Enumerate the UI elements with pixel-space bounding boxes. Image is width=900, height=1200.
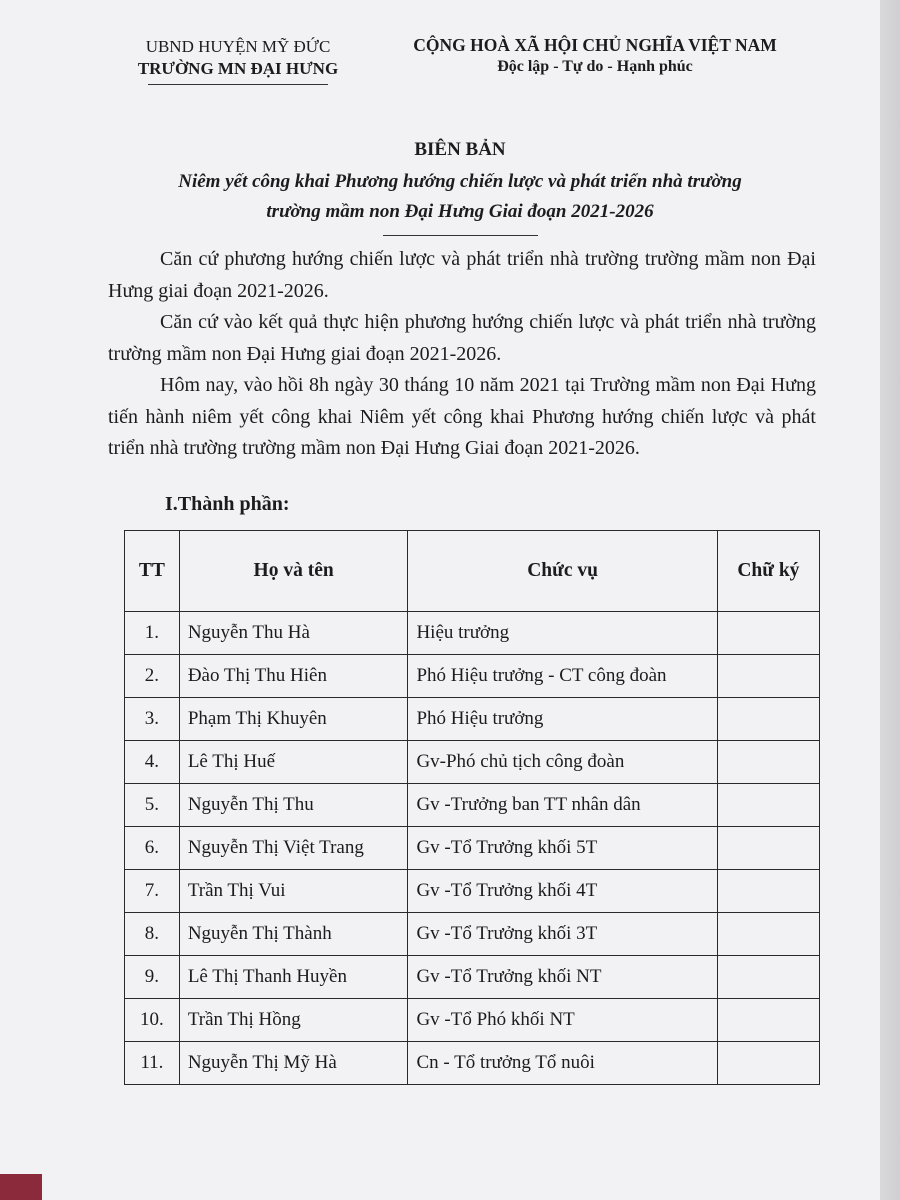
cell-name: Nguyễn Thị Thành <box>179 913 408 956</box>
cell-tt: 7. <box>125 870 180 913</box>
cell-role: Gv -Tổ Trưởng khối 4T <box>408 870 717 913</box>
national-motto <box>385 34 805 78</box>
cell-signature <box>717 913 819 956</box>
cell-name: Nguyễn Thị Việt Trang <box>179 827 408 870</box>
cell-role: Cn - Tổ trưởng Tổ nuôi <box>408 1042 717 1085</box>
cell-tt: 2. <box>125 655 180 698</box>
cell-signature <box>717 698 819 741</box>
cell-tt: 5. <box>125 784 180 827</box>
table-row <box>125 956 820 999</box>
district-name: UBND HUYỆN MỸ ĐỨC <box>145 37 331 56</box>
cell-role: Gv -Tổ Trưởng khối 3T <box>408 913 717 956</box>
cell-name: Nguyễn Thu Hà <box>179 612 408 655</box>
body-paragraphs <box>108 244 816 465</box>
members-table <box>124 530 820 1085</box>
members-table-body <box>125 612 820 1085</box>
background-corner <box>0 1174 42 1200</box>
cell-tt: 11. <box>125 1042 180 1085</box>
column-header-signature: Chữ ký <box>717 531 819 612</box>
cell-name: Trần Thị Hồng <box>179 999 408 1042</box>
cell-tt: 3. <box>125 698 180 741</box>
cell-name: Lê Thị Thanh Huyền <box>179 956 408 999</box>
cell-signature <box>717 655 819 698</box>
cell-role: Gv -Tổ Trưởng khối 5T <box>408 827 717 870</box>
table-row <box>125 870 820 913</box>
cell-tt: 1. <box>125 612 180 655</box>
column-header-name: Họ và tên <box>179 531 408 612</box>
cell-role: Phó Hiệu trưởng - CT công đoàn <box>408 655 717 698</box>
cell-tt: 10. <box>125 999 180 1042</box>
document-title <box>110 137 810 236</box>
cell-role: Gv -Tổ Trưởng khối NT <box>408 956 717 999</box>
table-row <box>125 1042 820 1085</box>
issuing-authority <box>118 36 358 85</box>
cell-name: Nguyễn Thị Mỹ Hà <box>179 1042 408 1085</box>
cell-name: Lê Thị Huế <box>179 741 408 784</box>
column-header-tt: TT <box>125 531 180 612</box>
cell-role: Gv -Tổ Phó khối NT <box>408 999 717 1042</box>
cell-signature <box>717 784 819 827</box>
column-header-role: Chức vụ <box>408 531 717 612</box>
title-subtitle-line1: Niêm yết công khai Phương hướng chiến lược và phát triển nhà trường <box>178 171 742 192</box>
cell-name: Trần Thị Vui <box>179 870 408 913</box>
table-row <box>125 612 820 655</box>
cell-name: Nguyễn Thị Thu <box>179 784 408 827</box>
section-heading: I.Thành phần: <box>165 493 290 515</box>
cell-signature <box>717 827 819 870</box>
header-left-divider <box>148 84 328 85</box>
cell-tt: 4. <box>125 741 180 784</box>
cell-signature <box>717 999 819 1042</box>
title-main: BIÊN BẢN <box>414 139 506 160</box>
table-row <box>125 999 820 1042</box>
paragraph: Hôm nay, vào hồi 8h ngày 30 tháng 10 năm 2021 tại Trường mầm non Đại Hưng tiến hành niêm yết công khai Niêm yết công khai Phương hướng chiến lược và phát triển nhà trường trường mầm non Đại Hưng Giai đoạn 2021-2026. <box>108 374 816 459</box>
cell-signature <box>717 1042 819 1085</box>
table-row <box>125 741 820 784</box>
table-row <box>125 698 820 741</box>
table-row <box>125 913 820 956</box>
title-divider <box>383 235 538 236</box>
cell-role: Gv-Phó chủ tịch công đoàn <box>408 741 717 784</box>
table-row <box>125 827 820 870</box>
cell-tt: 9. <box>125 956 180 999</box>
cell-role: Phó Hiệu trưởng <box>408 698 717 741</box>
table-row <box>125 655 820 698</box>
motto: Độc lập - Tự do - Hạnh phúc <box>497 58 693 75</box>
cell-role: Gv -Trưởng ban TT nhân dân <box>408 784 717 827</box>
paper-edge <box>880 0 900 1200</box>
cell-signature <box>717 612 819 655</box>
table-header-row <box>125 531 820 612</box>
cell-signature <box>717 741 819 784</box>
country-name: CỘNG HOÀ XÃ HỘI CHỦ NGHĨA VIỆT NAM <box>413 35 777 55</box>
cell-name: Phạm Thị Khuyên <box>179 698 408 741</box>
table-row <box>125 784 820 827</box>
cell-tt: 6. <box>125 827 180 870</box>
cell-tt: 8. <box>125 913 180 956</box>
paragraph: Căn cứ phương hướng chiến lược và phát triển nhà trường trường mầm non Đại Hưng giai đoạn 2021-2026. <box>108 248 816 302</box>
paragraph: Căn cứ vào kết quả thực hiện phương hướng chiến lược và phát triển nhà trường trường mầm non Đại Hưng giai đoạn 2021-2026. <box>108 311 816 365</box>
title-subtitle-line2: trường mầm non Đại Hưng Giai đoạn 2021-2026 <box>266 201 654 222</box>
school-name: TRƯỜNG MN ĐẠI HƯNG <box>137 59 339 78</box>
cell-signature <box>717 870 819 913</box>
cell-role: Hiệu trưởng <box>408 612 717 655</box>
cell-signature <box>717 956 819 999</box>
cell-name: Đào Thị Thu Hiên <box>179 655 408 698</box>
